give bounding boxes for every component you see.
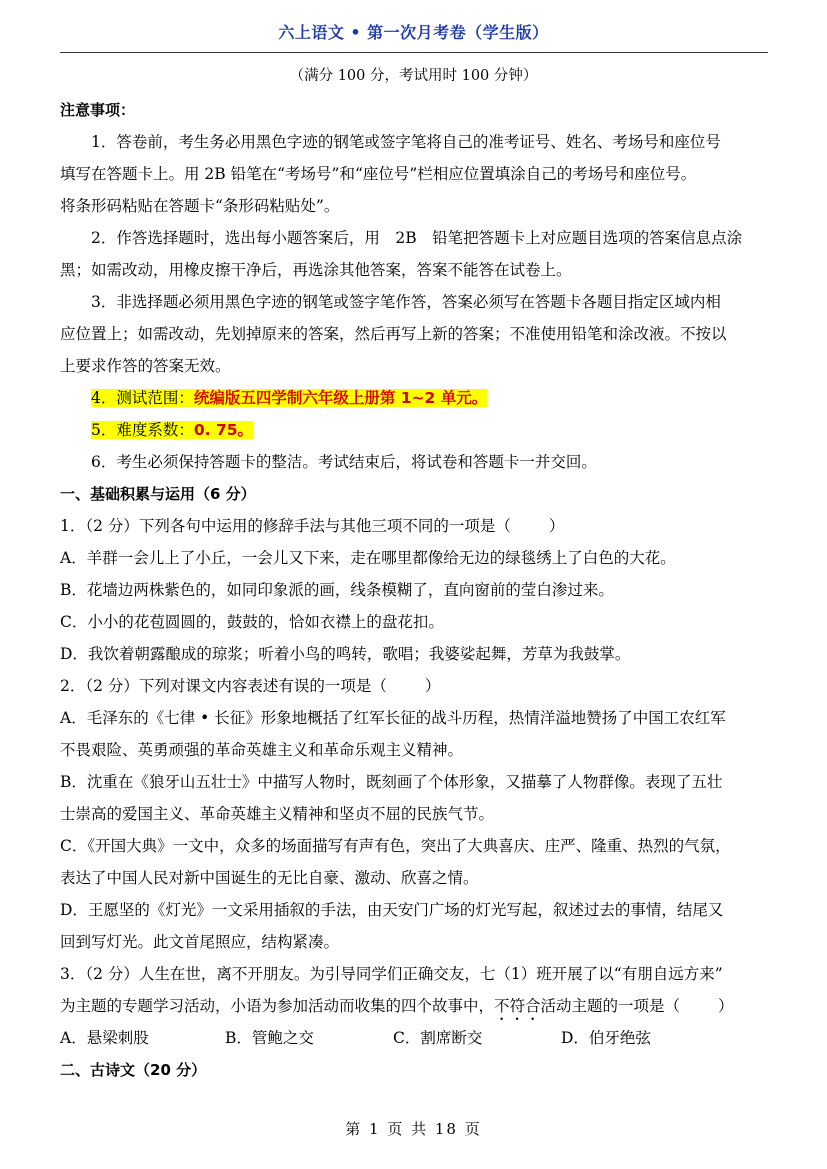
notice-item-5	[60, 414, 770, 446]
question-2-option-c-line-2: 表达了中国人民对新中国诞生的无比自豪、激动、欣喜之情。	[60, 869, 479, 887]
question-2-option-d-line-1: D．王愿坚的《灯光》一文采用插叙的手法，由天安门广场的灯光写起，叙述过去的事情，结尾又	[60, 901, 724, 919]
notice-item-1-line-1: 1．答卷前，考生务必用黑色字迹的钢笔或签字笔将自己的准考证号、姓名、考场号和座位号	[91, 133, 721, 151]
question-2-option-a-line-1: A．毛泽东的《七律 • 长征》形象地概括了红军长征的战斗历程，热情洋溢地赞扬了中国工农红军	[60, 709, 726, 727]
notice-heading: 注意事项：	[60, 101, 136, 119]
page-number: 第 1 页 共 18 页	[345, 1120, 482, 1138]
notice-item-1-line-2: 填写在答题卡上。用 2B 铅笔在“考场号”和“座位号”栏相应位置填涂自己的考场号和座位号。	[60, 165, 697, 183]
notice-item-4	[60, 382, 770, 414]
notice-item-4-prefix: 4．测试范围：	[91, 389, 194, 407]
question-3-options	[60, 1022, 770, 1054]
question-1-stem: 1．（2 分）下列各句中运用的修辞手法与其他三项不同的一项是（ ）	[60, 517, 565, 535]
emphasis-not-matching: 不符合	[494, 997, 541, 1015]
question-3-option-d: D．伯牙绝弦	[561, 1029, 651, 1047]
question-3-option-c: C．割席断交	[393, 1029, 483, 1047]
notice-item-3-line-3: 上要求作答的答案无效。	[60, 357, 231, 375]
question-2-option-c-line-1: C．《开国大典》一文中，众多的场面描写有声有色，突出了大典喜庆、庄严、隆重、热烈的气氛，	[60, 837, 731, 855]
notice-item-6: 6．考生必须保持答题卡的整洁。考试结束后，将试卷和答题卡一并交回。	[91, 453, 597, 471]
exam-content	[60, 94, 770, 1086]
notice-item-2-line-2: 黑；如需改动，用橡皮擦干净后，再选涂其他答案，答案不能答在试卷上。	[60, 261, 572, 279]
section-1-heading: 一、基础积累与运用（6 分）	[60, 485, 256, 503]
notice-item-2-line-1: 2．作答选择题时，选出每小题答案后，用 2B 铅笔把答题卡上对应题目选项的答案信息点涂	[91, 229, 743, 247]
question-2-option-b-line-1: B．沈重在《狼牙山五壮士》中描写人物时，既刻画了个体形象，又描摹了人物群像。表现了五壮	[60, 773, 723, 791]
notice-item-3-line-2: 应位置上；如需改动，先划掉原来的答案，然后再写上新的答案；不准使用铅笔和涂改液。不按以	[60, 325, 727, 343]
notice-item-5-prefix: 5．难度系数：	[91, 421, 194, 439]
question-1-option-c: C．小小的花苞圆圆的，鼓鼓的，恰如衣襟上的盘花扣。	[60, 613, 444, 631]
question-3-option-a: A．悬梁刺股	[60, 1029, 149, 1047]
question-3-stem-line-1: 3．（2 分）人生在世，离不开朋友。为引导同学们正确交友，七（1）班开展了以“有朋自远方来”	[60, 965, 723, 983]
question-1-option-d: D．我饮着朝露酿成的琼浆；听着小鸟的鸣转，歌唱；我婆娑起舞，芳草为我鼓掌。	[60, 645, 631, 663]
question-2-option-b-line-2: 士崇高的爱国主义、革命英雄主义精神和坚贞不屈的民族气节。	[60, 805, 495, 823]
exam-title: 六上语文 • 第一次月考卷（学生版）	[278, 23, 549, 42]
question-2-stem: 2．（2 分）下列对课文内容表述有误的一项是（ ）	[60, 677, 441, 695]
test-scope-value: 统编版五四学制六年级上册第 1~2 单元。	[193, 389, 488, 407]
section-2-heading: 二、古诗文（20 分）	[60, 1061, 207, 1079]
notice-item-1-line-3: 将条形码粘贴在答题卡“条形码粘贴处”。	[60, 197, 340, 215]
question-3-option-b: B．管鲍之交	[225, 1029, 314, 1047]
question-1-option-b: B．花墙边两株紫色的，如同印象派的画，线条模糊了，直向窗前的莹白渗过来。	[60, 581, 614, 599]
question-2-option-d-line-2: 回到写灯光。此文首尾照应，结构紧凑。	[60, 933, 340, 951]
exam-subtitle: （满分 100 分，考试用时 100 分钟）	[289, 68, 538, 84]
notice-item-3-line-1: 3．非选择题必须用黑色字迹的钢笔或签字笔作答，答案必须写在答题卡各题目指定区域内相	[91, 293, 721, 311]
difficulty-value: 0. 75。	[193, 421, 254, 439]
header-divider	[60, 52, 768, 53]
question-3-stem-line-2: 为主题的专题学习活动，小语为参加活动而收集的四个故事中，不符合活动主题的一项是（ ）	[60, 997, 734, 1015]
question-1-option-a: A．羊群一会儿上了小丘，一会儿又下来，走在哪里都像给无边的绿毯绣上了白色的大花。	[60, 549, 676, 567]
question-2-option-a-line-2: 不畏艰险、英勇顽强的革命英雄主义和革命乐观主义精神。	[60, 741, 464, 759]
